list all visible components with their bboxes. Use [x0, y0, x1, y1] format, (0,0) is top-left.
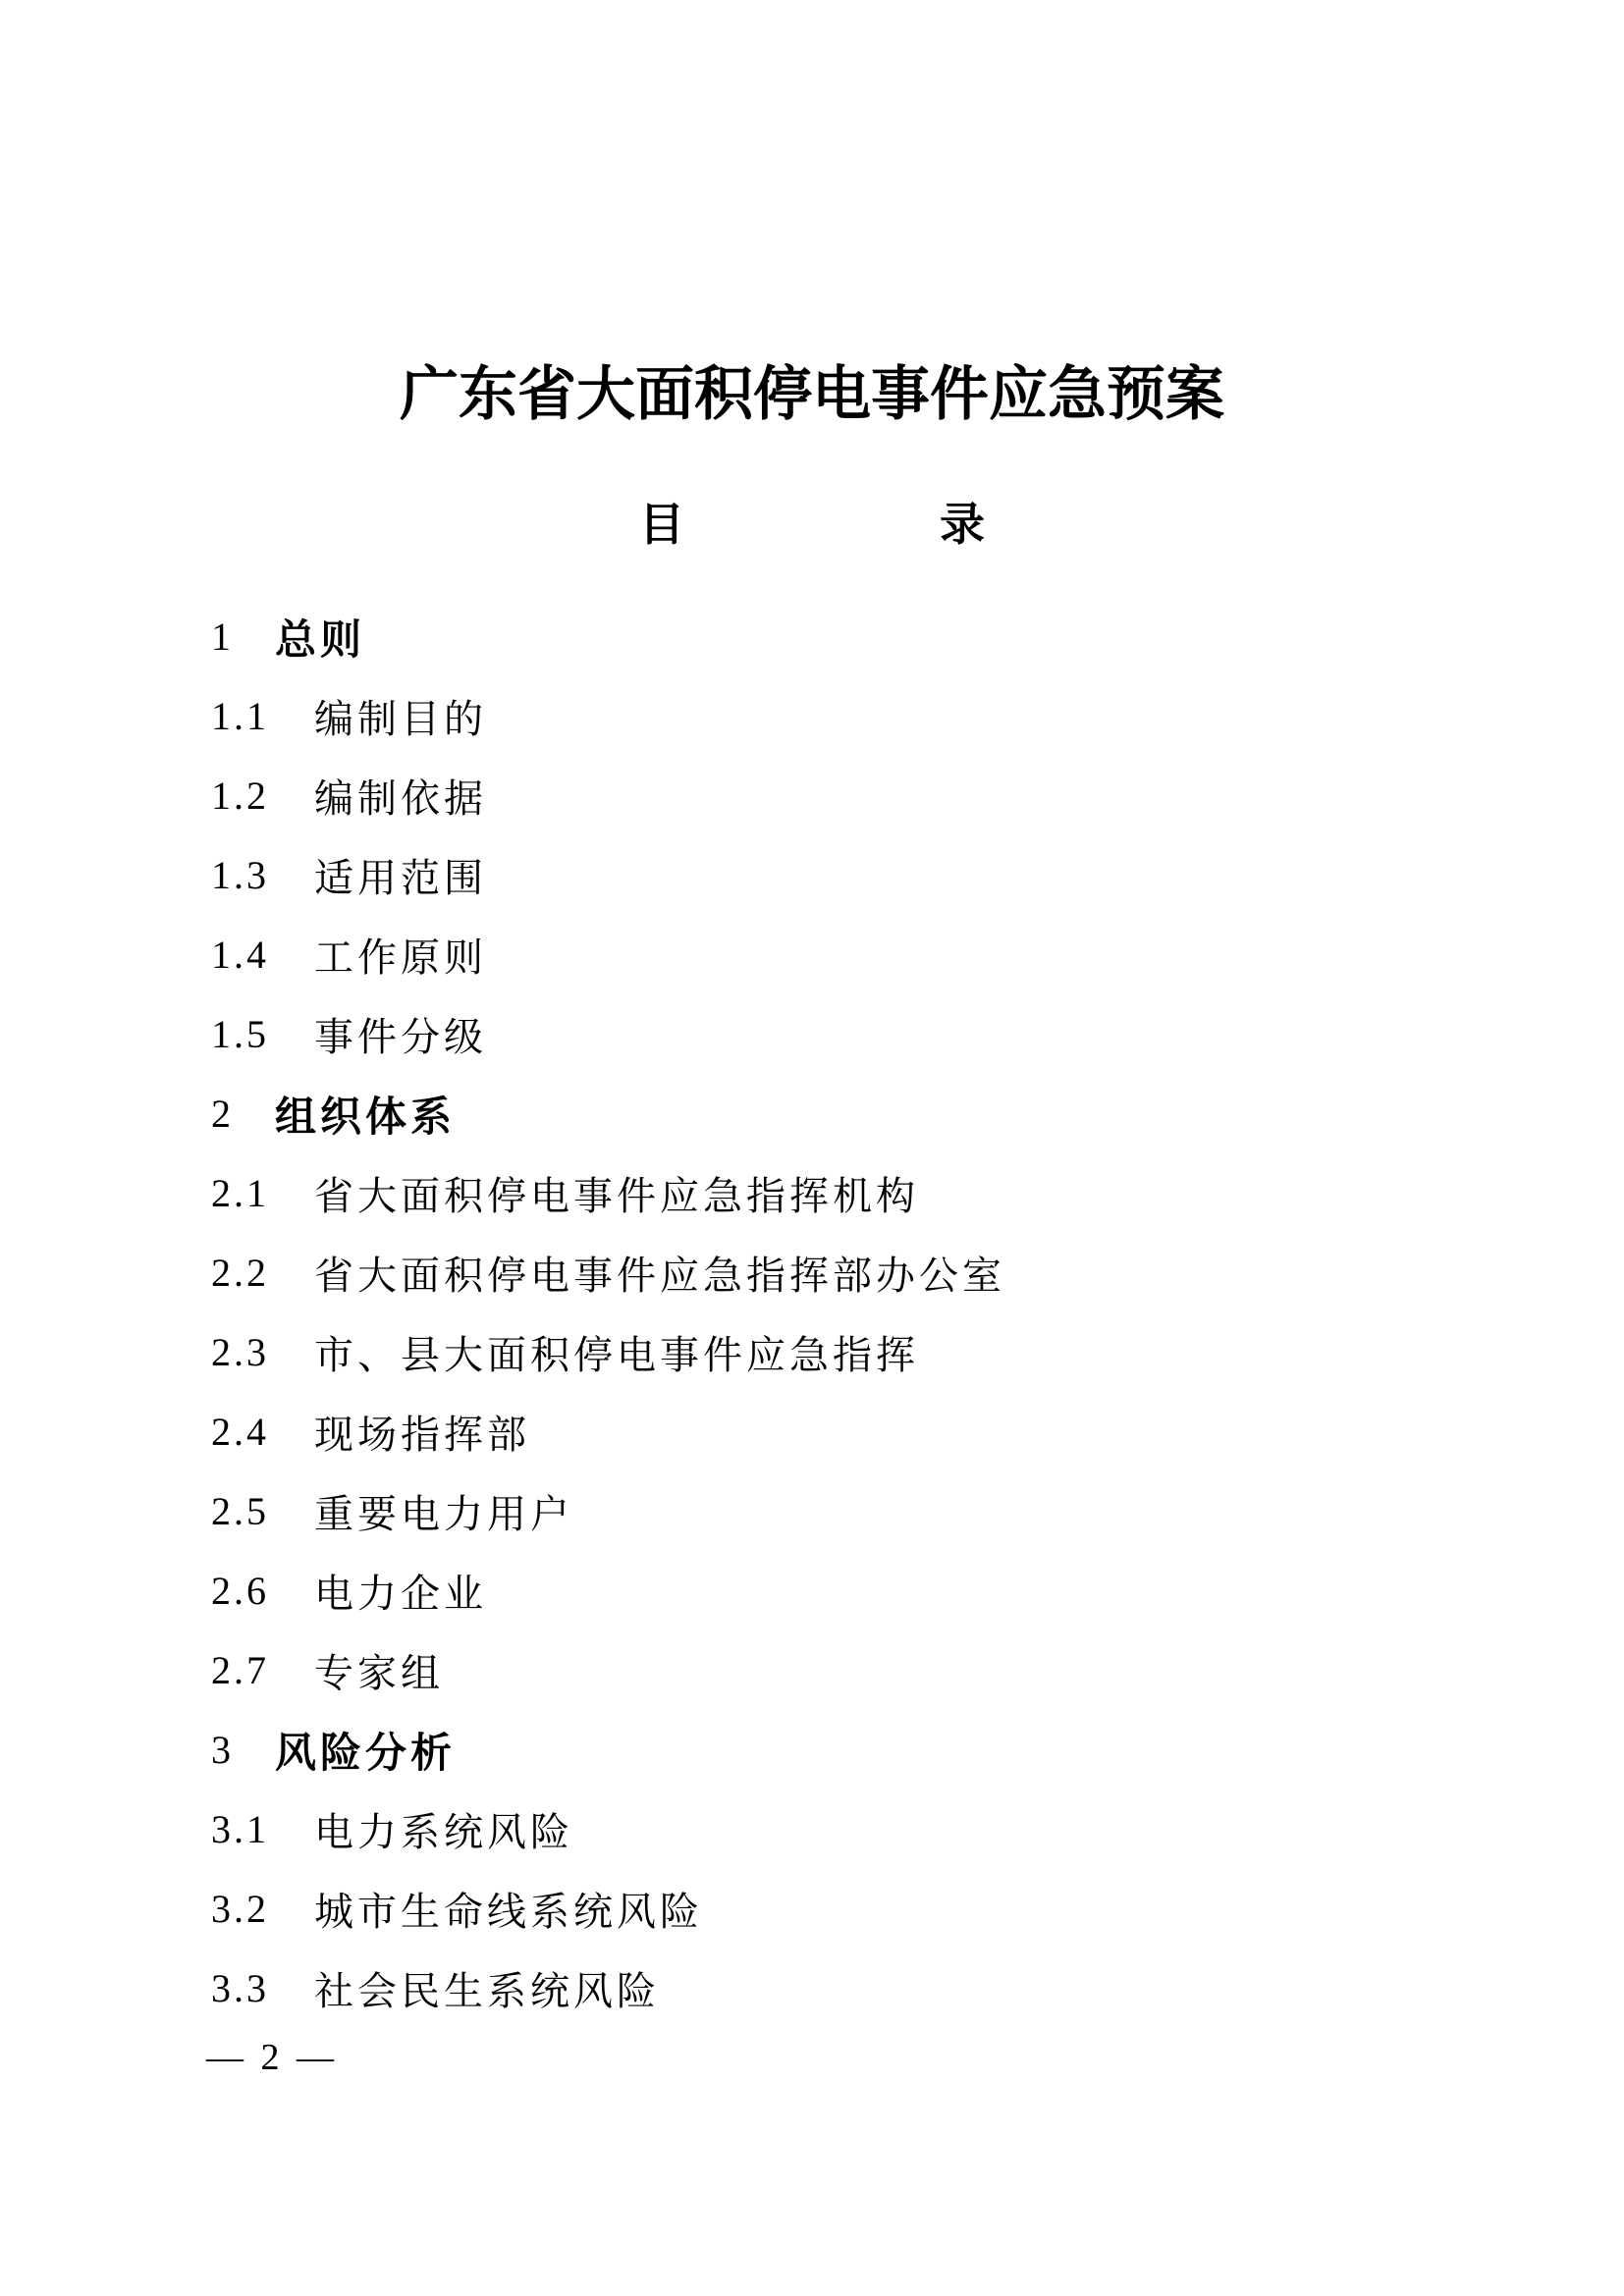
toc-entry-section-3 — [211, 1710, 1585, 1789]
toc-entry-label: 专家组 — [314, 1651, 444, 1695]
toc-entry-number: 1.2 — [211, 774, 269, 818]
toc-heading-left-char: 目 — [639, 499, 684, 550]
toc-entry-number: 3.3 — [211, 1966, 269, 2010]
toc-entry-number: 2.2 — [211, 1251, 269, 1295]
toc-entry-label: 省大面积停电事件应急指挥机构 — [314, 1174, 919, 1218]
toc-entry-label: 电力企业 — [314, 1572, 487, 1616]
toc-entry-2-6 — [211, 1551, 1585, 1630]
toc-entry-label: 市、县大面积停电事件应急指挥 — [314, 1333, 919, 1377]
toc-entry-label: 风险分析 — [275, 1729, 457, 1776]
toc-entry-label: 重要电力用户 — [314, 1492, 573, 1536]
toc-entry-label: 组织体系 — [275, 1093, 457, 1140]
toc-entry-2-3 — [211, 1312, 1585, 1392]
toc-entry-number: 1.4 — [211, 933, 269, 977]
toc-entry-section-1 — [211, 597, 1585, 676]
toc-heading — [0, 491, 1624, 558]
toc-entry-number: 2.5 — [211, 1489, 269, 1533]
toc-entry-number: 1.1 — [211, 694, 269, 738]
toc-entry-section-2 — [211, 1074, 1585, 1153]
toc-entry-number: 3 — [211, 1728, 234, 1772]
toc-list — [211, 597, 1585, 2028]
toc-entry-3-3 — [211, 1949, 1585, 2028]
toc-entry-1-1 — [211, 676, 1585, 756]
toc-entry-2-5 — [211, 1471, 1585, 1551]
toc-entry-2-2 — [211, 1233, 1585, 1312]
toc-entry-label: 电力系统风险 — [314, 1810, 573, 1854]
toc-entry-label: 总则 — [275, 615, 366, 663]
toc-entry-number: 2.1 — [211, 1171, 269, 1215]
toc-entry-number: 2.3 — [211, 1330, 269, 1374]
toc-entry-label: 适用范围 — [314, 856, 487, 900]
toc-entry-1-3 — [211, 835, 1585, 915]
page-number: — 2 — — [206, 2037, 334, 2078]
toc-entry-number: 2.6 — [211, 1569, 269, 1613]
toc-entry-number: 1.5 — [211, 1012, 269, 1056]
toc-entry-label: 编制目的 — [314, 697, 487, 741]
document-title: 广东省大面积停电事件应急预案 — [400, 362, 1224, 427]
toc-entry-number: 3.1 — [211, 1807, 269, 1851]
toc-entry-label: 编制依据 — [314, 776, 487, 821]
toc-entry-number: 2.4 — [211, 1410, 269, 1454]
toc-entry-number: 2.7 — [211, 1648, 269, 1692]
toc-entry-2-7 — [211, 1630, 1585, 1710]
toc-entry-2-4 — [211, 1392, 1585, 1471]
toc-entry-label: 社会民生系统风险 — [314, 1969, 660, 2013]
toc-entry-number: 1 — [211, 614, 234, 659]
toc-entry-1-4 — [211, 915, 1585, 994]
toc-entry-1-2 — [211, 756, 1585, 835]
toc-entry-label: 工作原则 — [314, 935, 487, 980]
toc-entry-number: 1.3 — [211, 853, 269, 897]
toc-heading-right-char: 录 — [940, 499, 985, 550]
toc-entry-label: 城市生命线系统风险 — [314, 1890, 703, 1934]
toc-entry-label: 事件分级 — [314, 1015, 487, 1059]
toc-entry-3-1 — [211, 1789, 1585, 1869]
toc-entry-number: 3.2 — [211, 1887, 269, 1931]
toc-entry-number: 2 — [211, 1092, 234, 1136]
toc-entry-label: 现场指挥部 — [314, 1413, 530, 1457]
toc-entry-1-5 — [211, 994, 1585, 1074]
toc-entry-3-2 — [211, 1869, 1585, 1949]
toc-entry-2-1 — [211, 1153, 1585, 1233]
toc-entry-label: 省大面积停电事件应急指挥部办公室 — [314, 1254, 1005, 1298]
